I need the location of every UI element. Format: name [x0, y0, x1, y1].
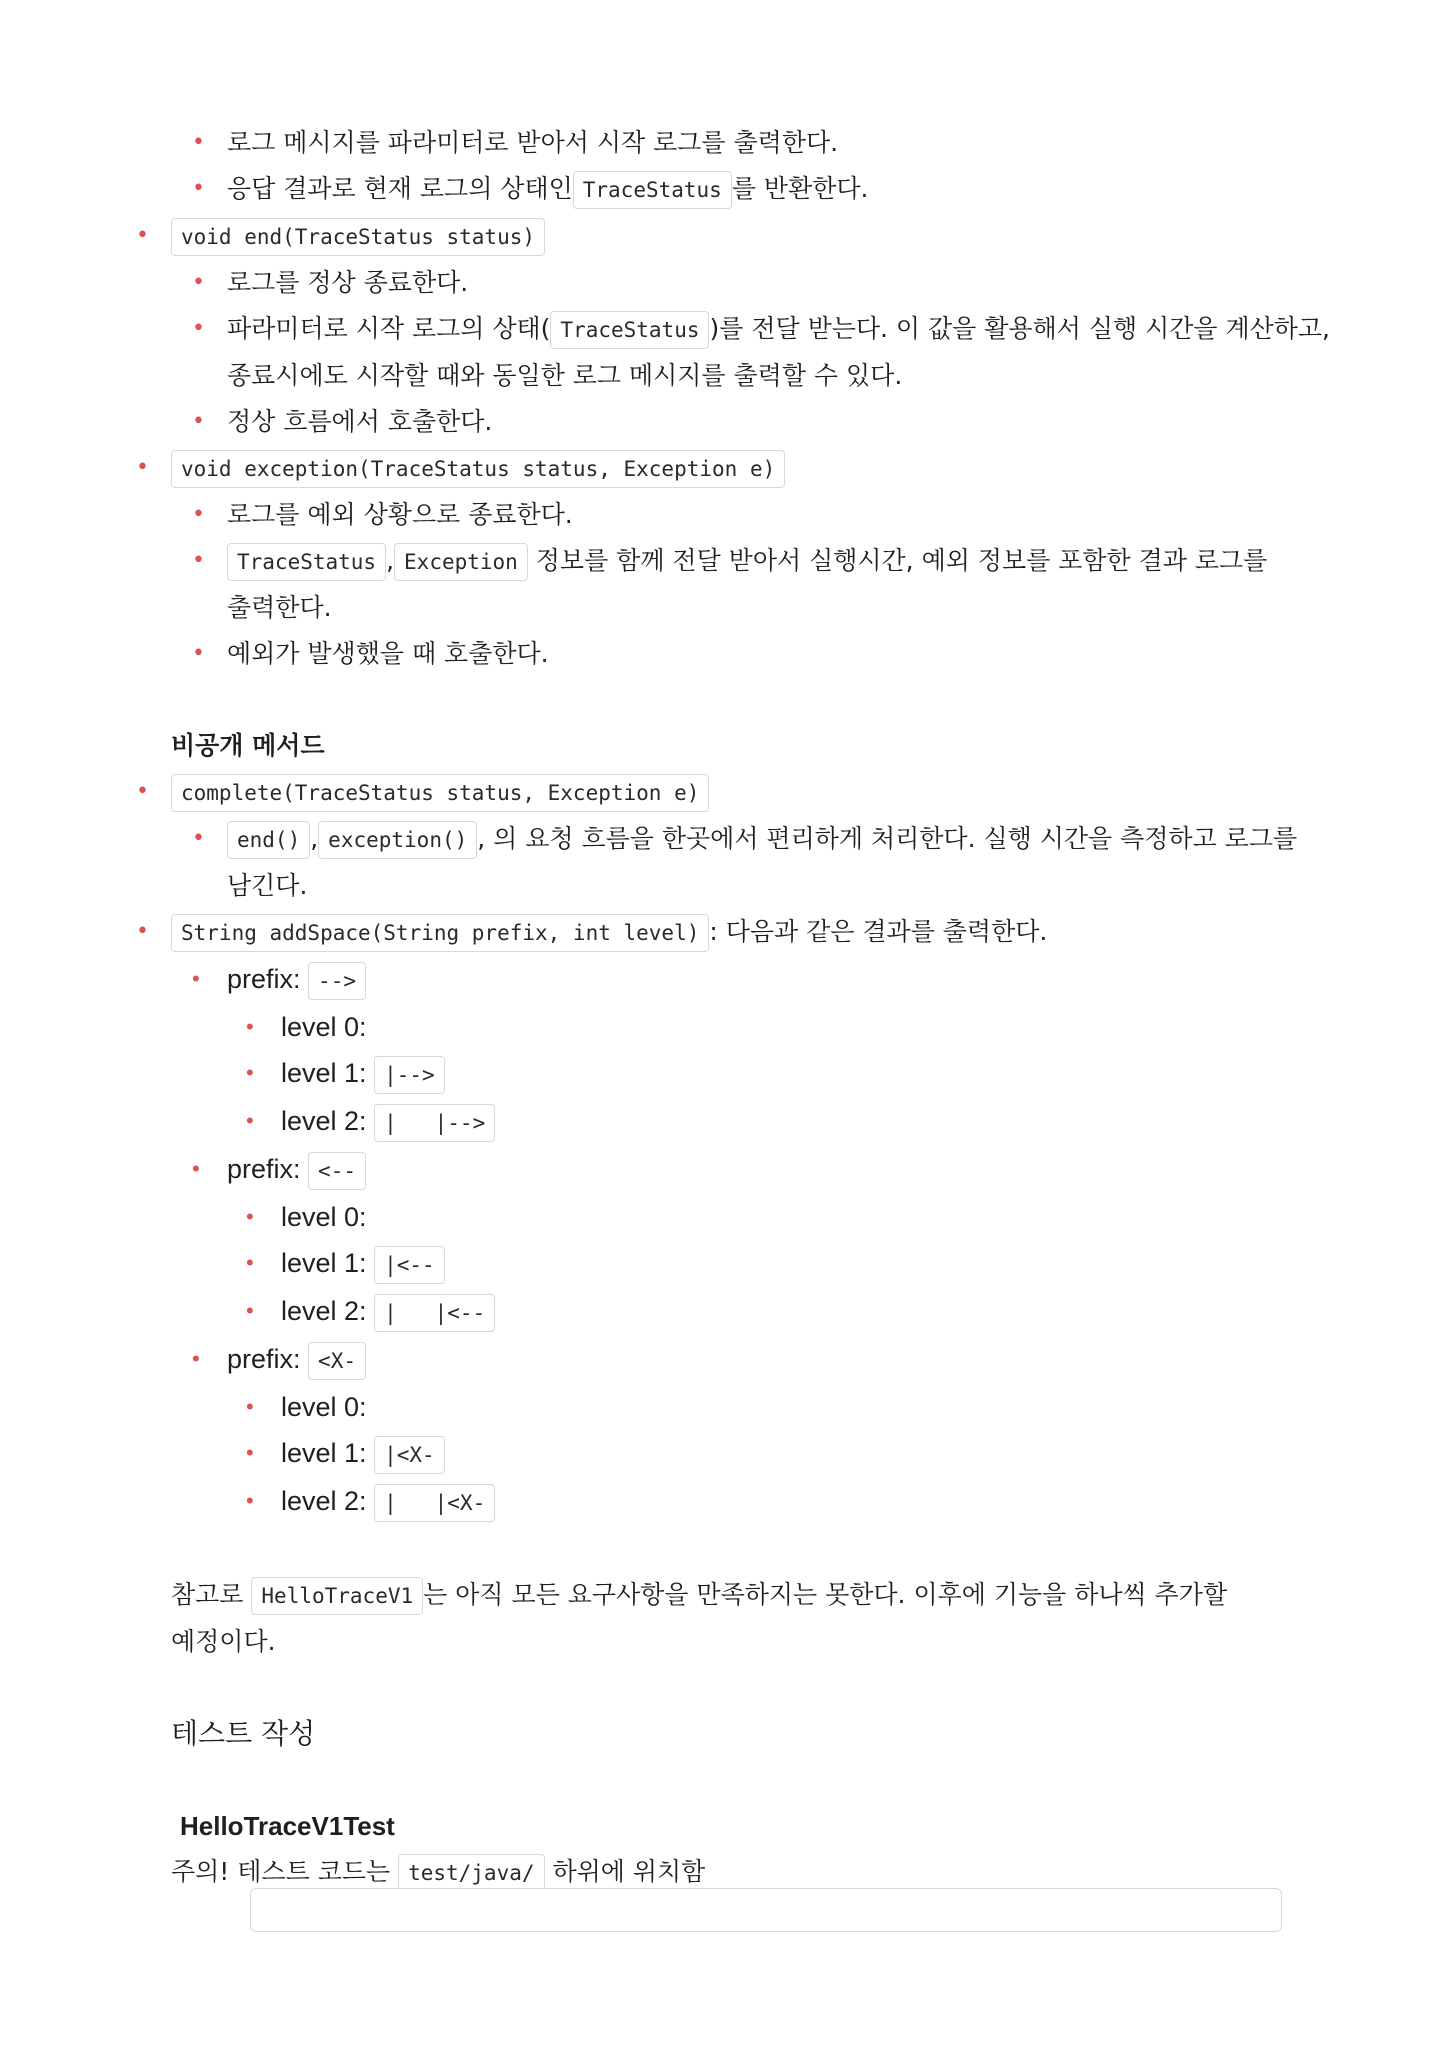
- list-text: 를 반환한다.: [731, 174, 869, 203]
- addspace-signature: String addSpace(String prefix, int level): [171, 914, 709, 952]
- list-text: ,: [386, 546, 395, 575]
- warning-text: 주의! 테스트 코드는: [171, 1857, 391, 1886]
- inline-code: -->: [308, 962, 366, 1000]
- list-item: [0, 399, 1447, 445]
- inline-code: | |<X-: [374, 1484, 495, 1522]
- list-text: 예외가 발생했을 때 호출한다.: [227, 639, 549, 668]
- list-item: [0, 1430, 1447, 1478]
- level-label: level 0:: [281, 1012, 367, 1042]
- level-label: level 0:: [281, 1392, 367, 1422]
- code-block: [250, 1888, 1282, 1932]
- list-item: [0, 1098, 1447, 1146]
- inline-code: |-->: [374, 1056, 445, 1094]
- list-text: )를 전달 받는다. 이 값을 활용해서 실행 시간을 계산하고,: [709, 314, 1331, 343]
- list-text: 종료시에도 시작할 때와 동일한 로그 메시지를 출력할 수 있다.: [227, 361, 903, 390]
- inline-code: |<--: [374, 1246, 445, 1284]
- list-text: , 의 요청 흐름을 한곳에서 편리하게 처리한다. 실행 시간을 측정하고 로그를: [477, 824, 1298, 853]
- list-text: 남긴다.: [227, 871, 308, 900]
- list-item: [0, 1336, 1447, 1384]
- inline-code: | |<--: [374, 1294, 495, 1332]
- private-method-list: [0, 769, 1447, 1526]
- list-item: [0, 1240, 1447, 1288]
- inline-code: end(): [227, 821, 310, 859]
- private-methods-heading: 비공개 메서드: [171, 731, 325, 760]
- inline-code: | |-->: [374, 1104, 495, 1142]
- list-text: 로그를 정상 종료한다.: [227, 268, 469, 297]
- complete-signature: complete(TraceStatus status, Exception e): [171, 774, 709, 812]
- list-item: [0, 1146, 1447, 1194]
- level-label: level 1:: [281, 1248, 367, 1278]
- end-signature: void end(TraceStatus status): [171, 218, 545, 256]
- inline-code: <--: [308, 1152, 366, 1190]
- level-label: level 2:: [281, 1296, 367, 1326]
- list-item: [0, 816, 1447, 909]
- list-text: 정보를 함께 전달 받아서 실행시간, 예외 정보를 포함한 결과 로그를: [535, 546, 1268, 575]
- list-item: [0, 1050, 1447, 1098]
- inline-code: exception(): [318, 821, 477, 859]
- list-text: ,: [310, 824, 319, 853]
- list-item: [0, 166, 1447, 213]
- list-text: 정상 흐름에서 호출한다.: [227, 407, 493, 436]
- prefix-label: prefix:: [227, 1344, 301, 1374]
- inline-code: |<X-: [374, 1436, 445, 1474]
- inline-code: test/java/: [398, 1854, 544, 1892]
- list-text: 로그 메시지를 파라미터로 받아서 시작 로그를 출력한다.: [227, 128, 839, 157]
- list-item: [0, 538, 1447, 631]
- note-text: 는 아직 모든 요구사항을 만족하지는 못한다. 이후에 기능을 하나씩 추가할: [423, 1580, 1228, 1609]
- list-text: : 다음과 같은 결과를 출력한다.: [709, 917, 1048, 946]
- list-item: [0, 769, 1447, 816]
- inline-code: TraceStatus: [573, 171, 732, 209]
- list-item: [0, 1288, 1447, 1336]
- list-item: [0, 445, 1447, 492]
- list-item: [0, 631, 1447, 677]
- level-label: level 2:: [281, 1486, 367, 1516]
- list-item: [0, 1004, 1447, 1050]
- list-item: [0, 306, 1447, 399]
- list-item: [0, 260, 1447, 306]
- list-item: [0, 1194, 1447, 1240]
- inline-code: TraceStatus: [550, 311, 709, 349]
- inline-code: <X-: [308, 1342, 366, 1380]
- level-label: level 0:: [281, 1202, 367, 1232]
- note-paragraph: [0, 1572, 1447, 1665]
- prefix-label: prefix:: [227, 1154, 301, 1184]
- list-item: [0, 120, 1447, 166]
- list-text: 응답 결과로 현재 로그의 상태인: [227, 174, 573, 203]
- list-item: [0, 1384, 1447, 1430]
- note-text: 참고로: [171, 1580, 244, 1609]
- test-subheading: HelloTraceV1Test: [180, 1811, 395, 1841]
- method-list: [0, 120, 1447, 677]
- list-item: [0, 956, 1447, 1004]
- inline-code: Exception: [394, 543, 528, 581]
- list-text: 로그를 예외 상황으로 종료한다.: [227, 500, 573, 529]
- list-text: 출력한다.: [227, 593, 332, 622]
- test-heading: 테스트 작성: [171, 1717, 316, 1750]
- prefix-label: prefix:: [227, 964, 301, 994]
- level-label: level 1:: [281, 1438, 367, 1468]
- list-item: [0, 213, 1447, 260]
- list-text: 파라미터로 시작 로그의 상태(: [227, 314, 551, 343]
- list-item: [0, 492, 1447, 538]
- list-item: [0, 1478, 1447, 1526]
- note-text: 예정이다.: [171, 1627, 276, 1656]
- exception-signature: void exception(TraceStatus status, Exception e): [171, 450, 785, 488]
- level-label: level 1:: [281, 1058, 367, 1088]
- warning-text: 하위에 위치함: [552, 1857, 706, 1886]
- list-item: [0, 909, 1447, 956]
- inline-code: TraceStatus: [227, 543, 386, 581]
- level-label: level 2:: [281, 1106, 367, 1136]
- inline-code: HelloTraceV1: [251, 1577, 423, 1615]
